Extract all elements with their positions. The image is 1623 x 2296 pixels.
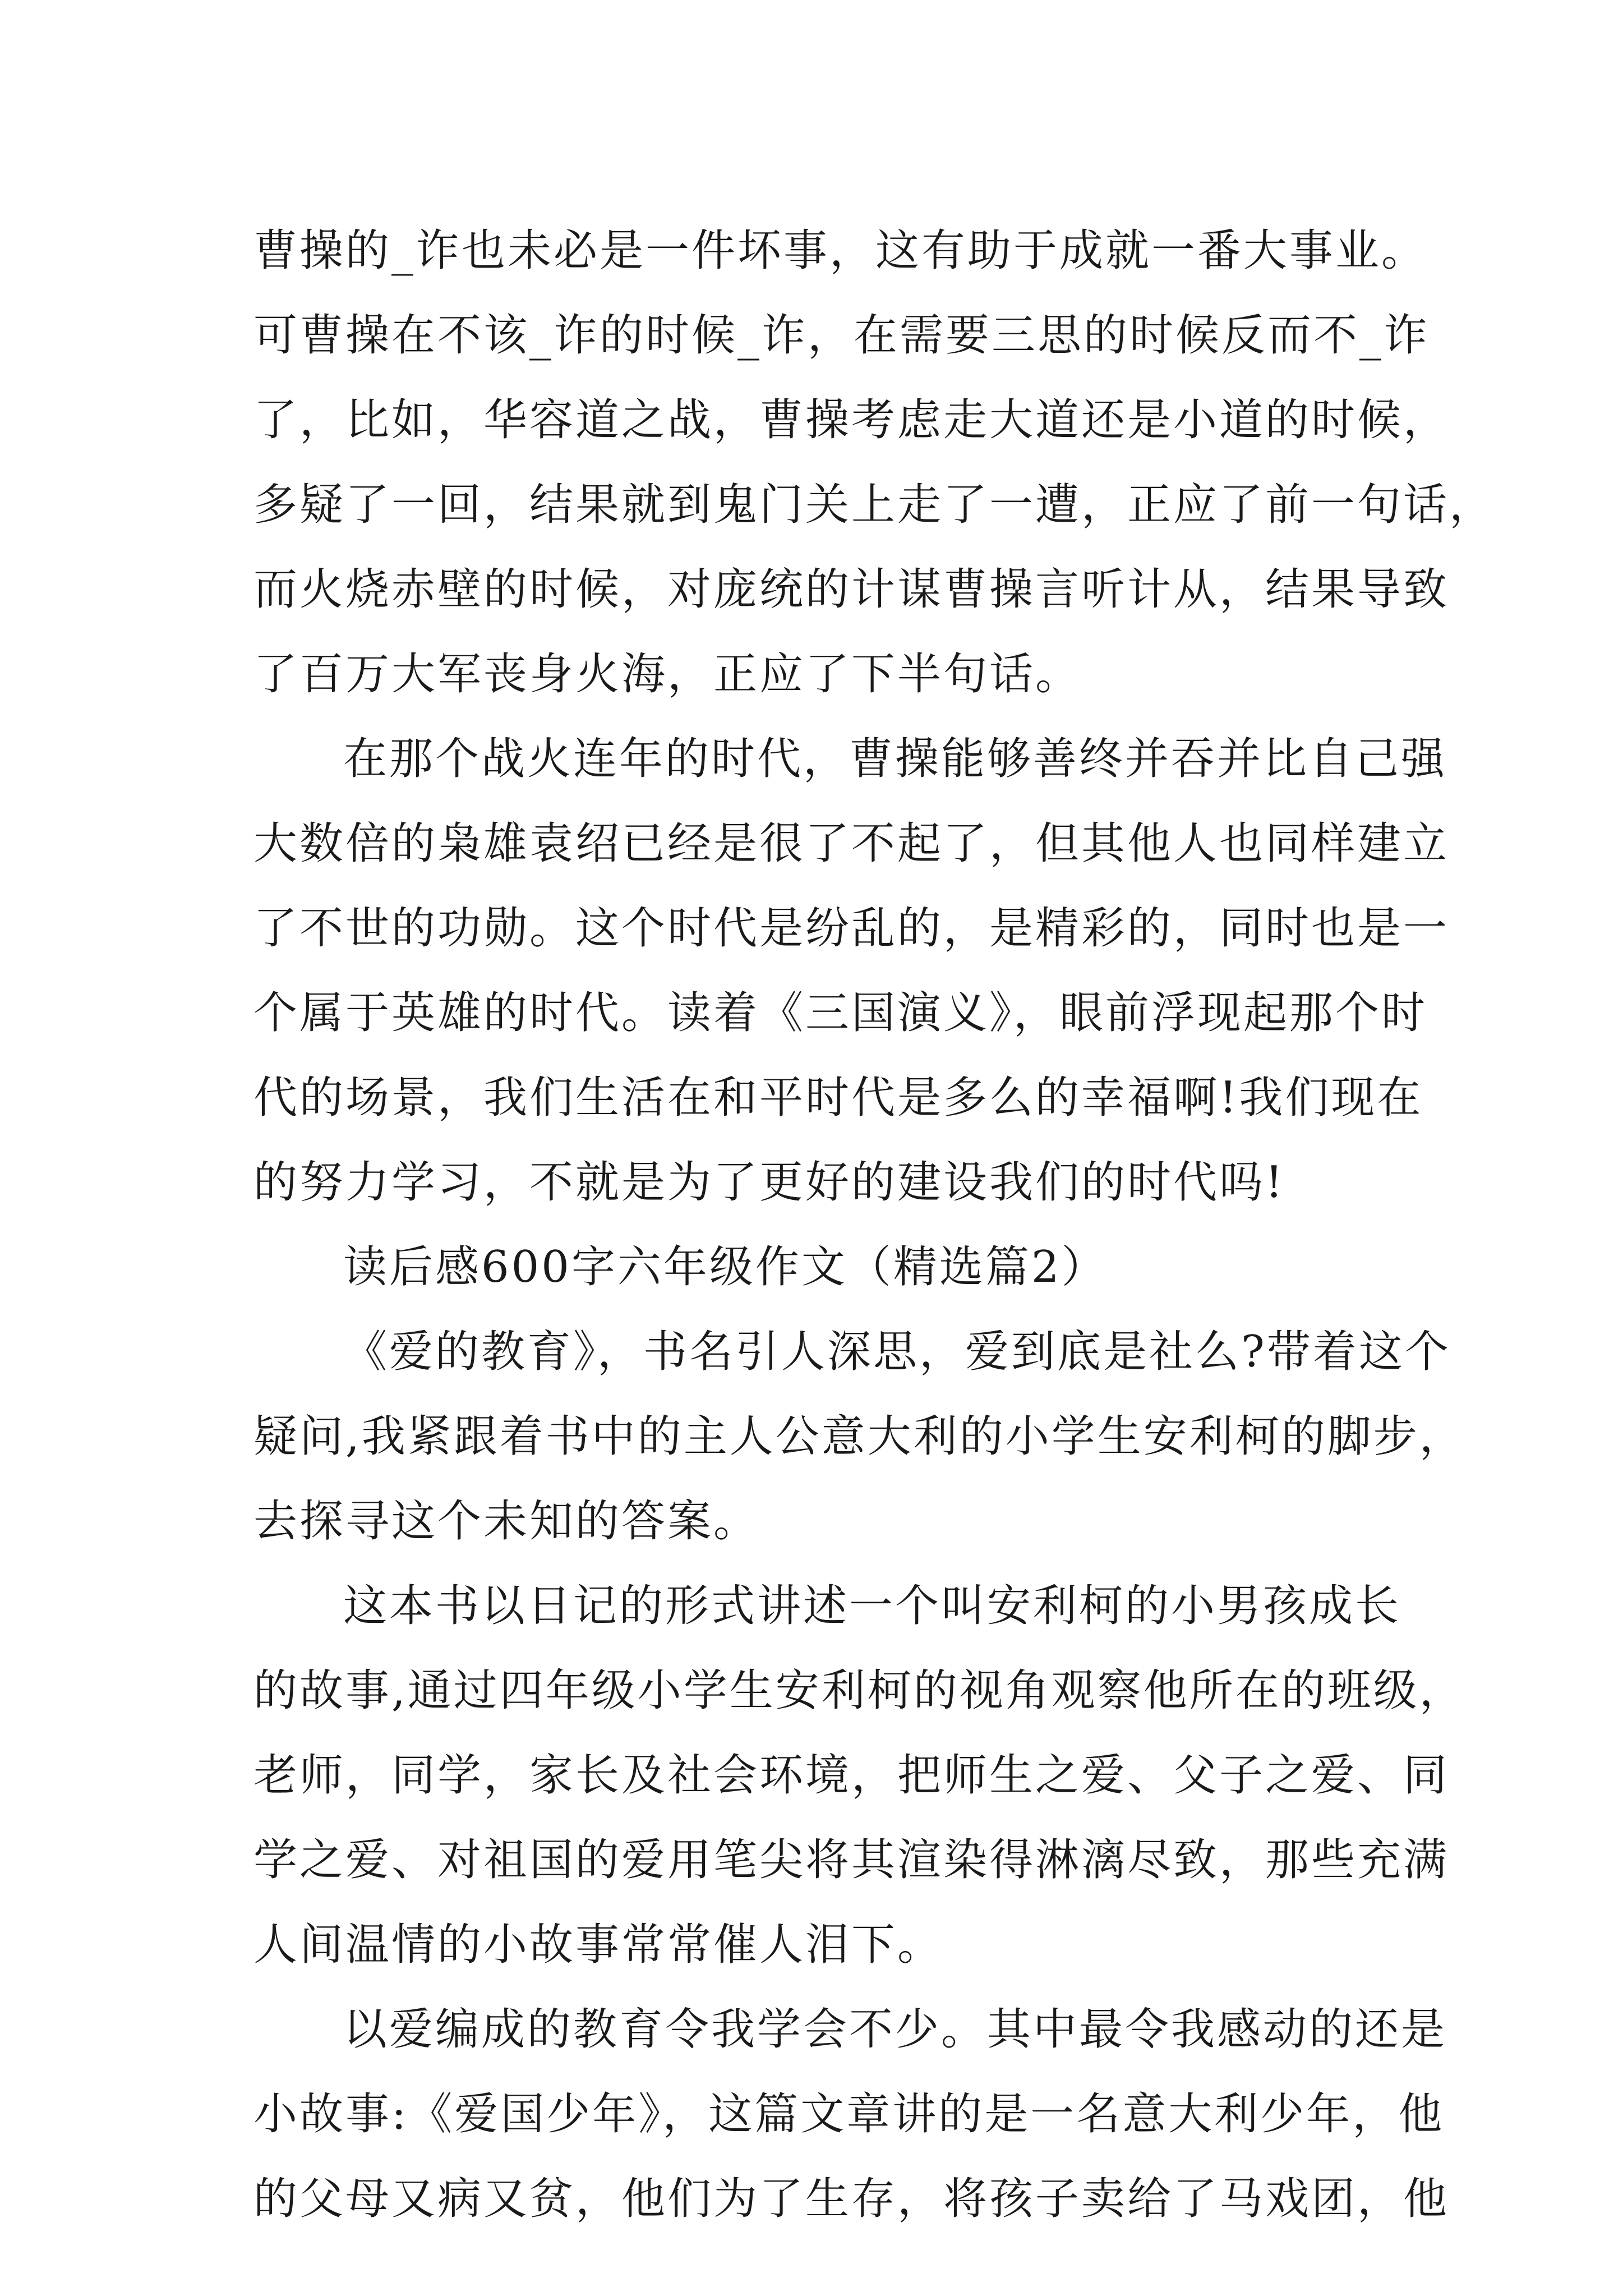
- text-line: 了不世的功勋。这个时代是纷乱的，是精彩的，同时也是一: [253, 903, 1450, 954]
- text-line: 了，比如，华容道之战，曹操考虑走大道还是小道的时候，: [253, 395, 1450, 445]
- text-line: 学之爱、对祖国的爱用笔尖将其渲染得淋漓尽致，那些充满: [253, 1835, 1450, 1885]
- text-line: 个属于英雄的时代。读着《三国演义》，眼前浮现起那个时: [253, 988, 1428, 1038]
- text-line: 可曹操在不该_诈的时候_诈，在需要三思的时候反而不_诈: [253, 310, 1430, 361]
- text-line: 在那个战火连年的时代，曹操能够善终并吞并比自己强: [343, 734, 1447, 784]
- text-line: 人间温情的小故事常常催人泪下。: [253, 1920, 944, 1970]
- text-line: 的故事,通过四年级小学生安利柯的视角观察他所在的班级，: [253, 1665, 1465, 1716]
- section-heading: 读后感600字六年级作文（精选篇2）: [343, 1242, 1108, 1292]
- text-line: 老师，同学，家长及社会环境，把师生之爱、父子之爱、同: [253, 1750, 1450, 1801]
- text-line: 大数倍的枭雄袁绍已经是很了不起了，但其他人也同样建立: [253, 818, 1450, 869]
- text-line: 代的场景，我们生活在和平时代是多么的幸福啊!我们现在: [253, 1073, 1423, 1123]
- text-line: 了百万大军丧身火海，正应了下半句话。: [253, 649, 1082, 700]
- text-line: 小故事:《爱国少年》，这篇文章讲的是一名意大利少年，他: [253, 2089, 1445, 2139]
- text-line: 这本书以日记的形式讲述一个叫安利柯的小男孩成长: [343, 1581, 1401, 1631]
- text-line: 以爱编成的教育令我学会不少。其中最令我感动的还是: [343, 2004, 1447, 2055]
- text-line: 而火烧赤壁的时候，对庞统的计谋曹操言听计从，结果导致: [253, 564, 1450, 615]
- document-body: [253, 209, 1496, 2242]
- text-line: 曹操的_诈也未必是一件坏事，这有助于成就一番大事业。: [253, 226, 1428, 276]
- text-line: 的父母又病又贫，他们为了生存，将孩子卖给了马戏团，他: [253, 2174, 1450, 2224]
- text-line: 多疑了一回，结果就到鬼门关上走了一遭，正应了前一句话，: [253, 480, 1496, 530]
- text-line: 疑问,我紧跟着书中的主人公意大利的小学生安利柯的脚步，: [253, 1411, 1465, 1462]
- text-line: 《爱的教育》，书名引人深思，爱到底是社么?带着这个: [343, 1327, 1451, 1377]
- text-line: 去探寻这个未知的答案。: [253, 1496, 760, 1547]
- text-line: 的努力学习，不就是为了更好的建设我们的时代吗!: [253, 1157, 1285, 1208]
